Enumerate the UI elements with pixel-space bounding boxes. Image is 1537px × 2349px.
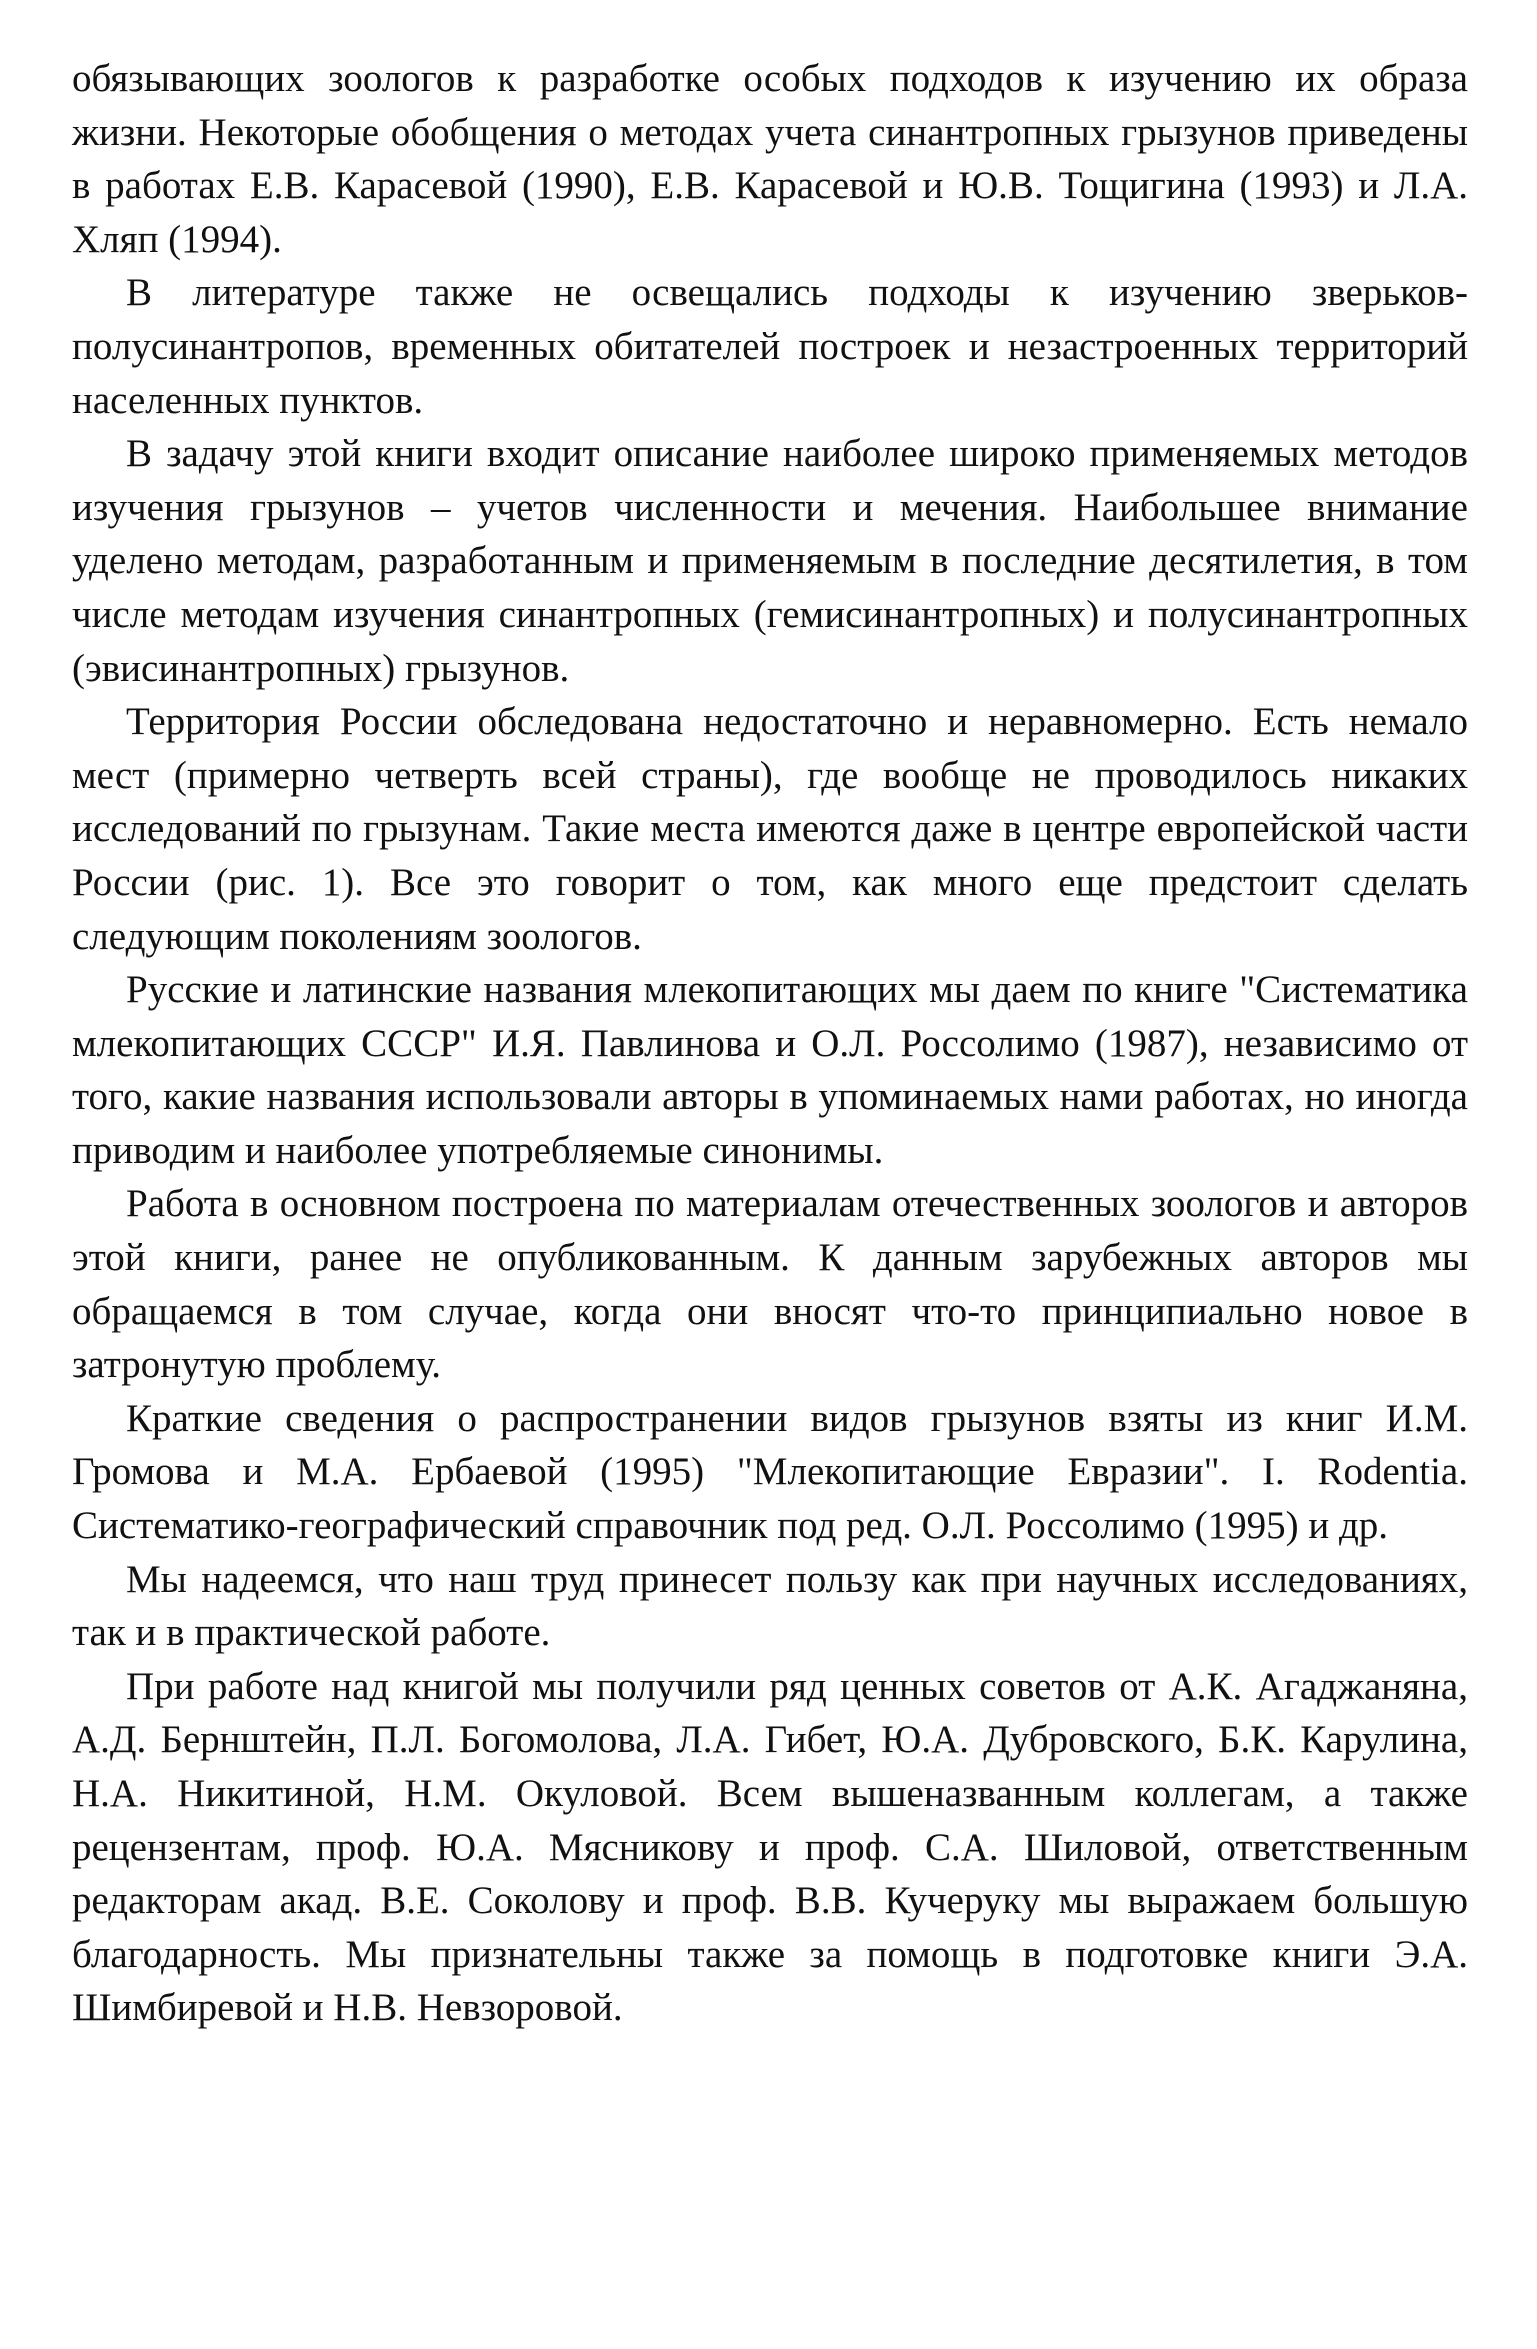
paragraph-russia-survey: Территория России обследована недостаточно и неравномерно. Есть немало мест (примерно четверть всей страны), где вообще не проводилось никаких исследований по грызунам. Такие места имеются даже в центре европейской части России (рис. 1). Все это говорит о том, как много еще предстоит сделать следующим поколениям зоологов. <box>72 700 1468 958</box>
paragraph-semisynanthropes: В литературе также не освещались подходы к изучению зверьков-полусинантропов, временных обитателей построек и незастроенных территорий населенных пунктов. <box>72 271 1468 422</box>
document-page <box>72 52 1468 2035</box>
paragraph-distribution: Краткие сведения о распространении видов грызунов взяты из книг И.М. Громова и М.А. Ербаевой (1995) "Млекопитающие Евразии". I. Rodentia. Систематико-географический справочник под ред. О.Л. Россолимо (1995) и др. <box>72 1396 1468 1548</box>
paragraph-book-goal: В задачу этой книги входит описание наиболее широко применяемых методов изучения грызунов – учетов численности и мечения. Наибольшее внимание уделено методам, разработанным и применяемым в последние десятилетия, в том числе методам изучения синантропных (гемисинантропных) и полусинантропных (эвисинантропных) грызунов. <box>72 432 1468 690</box>
paragraph-names: Русские и латинские названия млекопитающих мы даем по книге "Систематика млекопитающих СССР" И.Я. Павлинова и О.Л. Россолимо (1987), независимо от того, какие названия использовали авторы в упоминаемых нами работах, но иногда приводим и наиболее употребляемые синонимы. <box>72 968 1468 1172</box>
paragraph-hope: Мы надеемся, что наш труд принесет пользу как при научных исследованиях, так и в практической работе. <box>72 1557 1468 1655</box>
paragraph-continuation: обязывающих зоологов к разработке особых подходов к изучению их образа жизни. Некоторые обобщения о методах учета синантропных грызунов приведены в работах Е.В. Карасевой (1990), Е.В. Карасевой и Ю.В. Тощигина (1993) и Л.А. Хляп (1994). <box>72 57 1468 261</box>
paragraph-acknowledgements: При работе над книгой мы получили ряд ценных советов от А.К. Агаджаняна, А.Д. Бернштейн, П.Л. Богомолова, Л.А. Гибет, Ю.А. Дубровского, Б.К. Карулина, Н.А. Никитиной, Н.М. Окуловой. Всем вышеназванным коллегам, а также рецензентам, проф. Ю.А. Мясникову и проф. С.А. Шиловой, ответственным редакторам акад. В.Е. Соколову и проф. В.В. Кучеруку мы выражаем большую благодарность. Мы признательны также за помощь в подготовке книги Э.А. Шимбиревой и Н.В. Невзоровой. <box>72 1664 1468 2030</box>
paragraph-materials: Работа в основном построена по материалам отечественных зоологов и авторов этой книги, ранее не опубликованным. К данным зарубежных авторов мы обращаемся в том случае, когда они вносят что-то принципиально новое в затронутую проблему. <box>72 1182 1468 1387</box>
